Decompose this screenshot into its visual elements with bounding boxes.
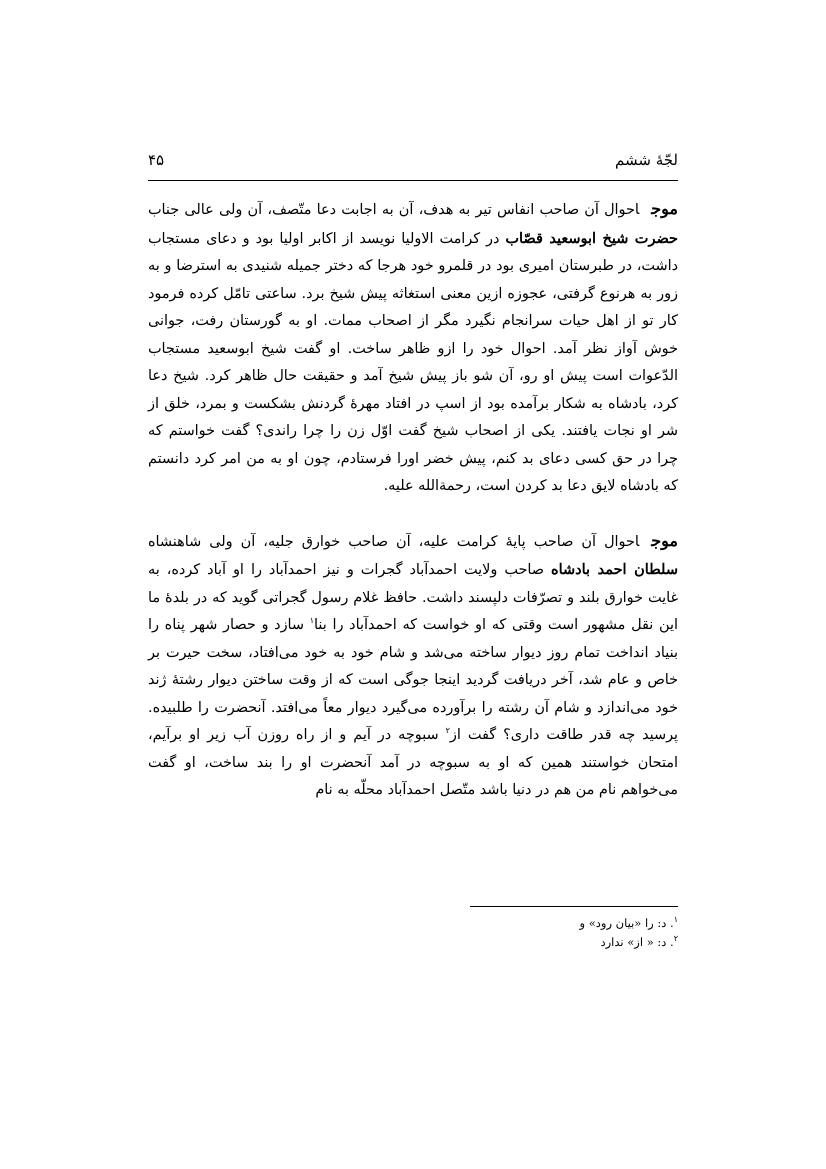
paragraph-text: آن ولی عالی جناب [148, 202, 263, 218]
page-number: ۴۵ [148, 151, 165, 169]
paragraph-text: احوال آن صاحب پایهٔ کرامت علیه، آن صاحب خوارق جلیه، آن ولی شاهنشاه [148, 533, 640, 550]
footnote-number: ۲ [673, 934, 678, 944]
header-rule [148, 180, 678, 181]
footnotes [148, 914, 678, 952]
highlighted-name: سلطان احمد بادشاه [551, 561, 678, 578]
page-body [148, 195, 678, 805]
footnote-marker-1[interactable]: ۱ [309, 616, 315, 626]
paragraph-text: سبوچه در آیم و از راه روزن آب زیر او برآیم، امتحان خواستند همین که او به سبوچه در آمد آنحضرت او را بند ساخت، او گفت می‌خواهم نام من هم در دنیا باشد متّصل احمدآباد محلّه به نام [148, 727, 678, 798]
highlighted-name: حضرت شیخ ابوسعید قصّاب [505, 229, 678, 247]
paragraph-label: موج [651, 199, 678, 218]
footnote-1 [148, 914, 678, 933]
paragraph-label: موج [651, 530, 678, 550]
paragraph-text: در کرامت الاولیا نویسد از اکابر اولیا بود و دعای مستجاب داشت، در طبرستان امیری بود در قلمرو خود هرجا که دختر جمیله شنیدی به استرضا و به زور به هرنوع گرفتی، عجوزه ازین معنی استغاثه پیش شیخ برد. ساعتی تامّل کرده فرمود کار تو از اهل حیات سرانجام نگیرد مگر از اصحاب ممات. او به گورستان رفت، جوانی خوش آواز نظر آمد. احوال خود را ازو ظاهر ساخت. او گفت شیخ ابوسعید مستجاب الدّعوات است پیش او رو، آن شو باز پیش شیخ آمد و حقیقت حال ظاهر کرد. شیخ دعا کرد، بادشاه به شکار برآمده بود از اسپ در افتاد مهرهٔ گردنش بشکست و بمرد، خلق از شر او نجات یافتند. یکی از اصحاب شیخ گفت اوّل زن را چرا راندی؟ گفت خواستم که چرا در حق کسی دعای بد کنم، پیش خضر اورا فرستادم، چون او به من امر کرد دانستم که بادشاه لایق دعا بد کردن است، رحمةالله علیه. [148, 230, 678, 494]
paragraph-text: سازد و حصار شهر پناه را بنیاد انداخت تمام روز دیوار ساخته می‌شد و شام خود به خود می‌افتاد، سخت حیرت بر خاص و عام شد، آخر دریافت گردید اینجا جوگی است که از وقت ساختن دیوار رشتهٔ ژند خود می‌اندازد و شام آن رشته را برآورده می‌گیرد دیوار معاً می‌افتد. آنحضرت را طلبیده. پرسید چه قدر طاقت داری؟ گفت از [148, 617, 679, 743]
paragraph-2 [148, 527, 678, 805]
footnote-2 [148, 933, 678, 952]
footnote-text: . د: را «بیان رود» و [579, 916, 674, 930]
chapter-title: لجّهٔ ششم [615, 151, 678, 169]
paragraph-1 [148, 195, 678, 501]
paragraph-text: احوال آن صاحب انفاس تیر به هدف، آن به اجابت دعا متّصف، [267, 202, 640, 218]
footnote-marker-2[interactable]: ۲ [445, 726, 450, 736]
running-header [148, 151, 678, 181]
footnote-rule [470, 906, 678, 907]
paragraph-text: صاحب ولایت احمدآباد گجرات و نیز احمدآباد را او آباد کرده، به غایت خوارق بلند و تصرّفات دلپسند داشت. حافظ غلام رسول گجراتی گوید که در بلدهٔ ما این نقل مشهور است وقتی که او خواست که احمدآباد را بنا [148, 562, 678, 633]
footnote-number: ۱ [673, 915, 678, 925]
footnote-text: . د: « از» ندارد [600, 935, 674, 949]
